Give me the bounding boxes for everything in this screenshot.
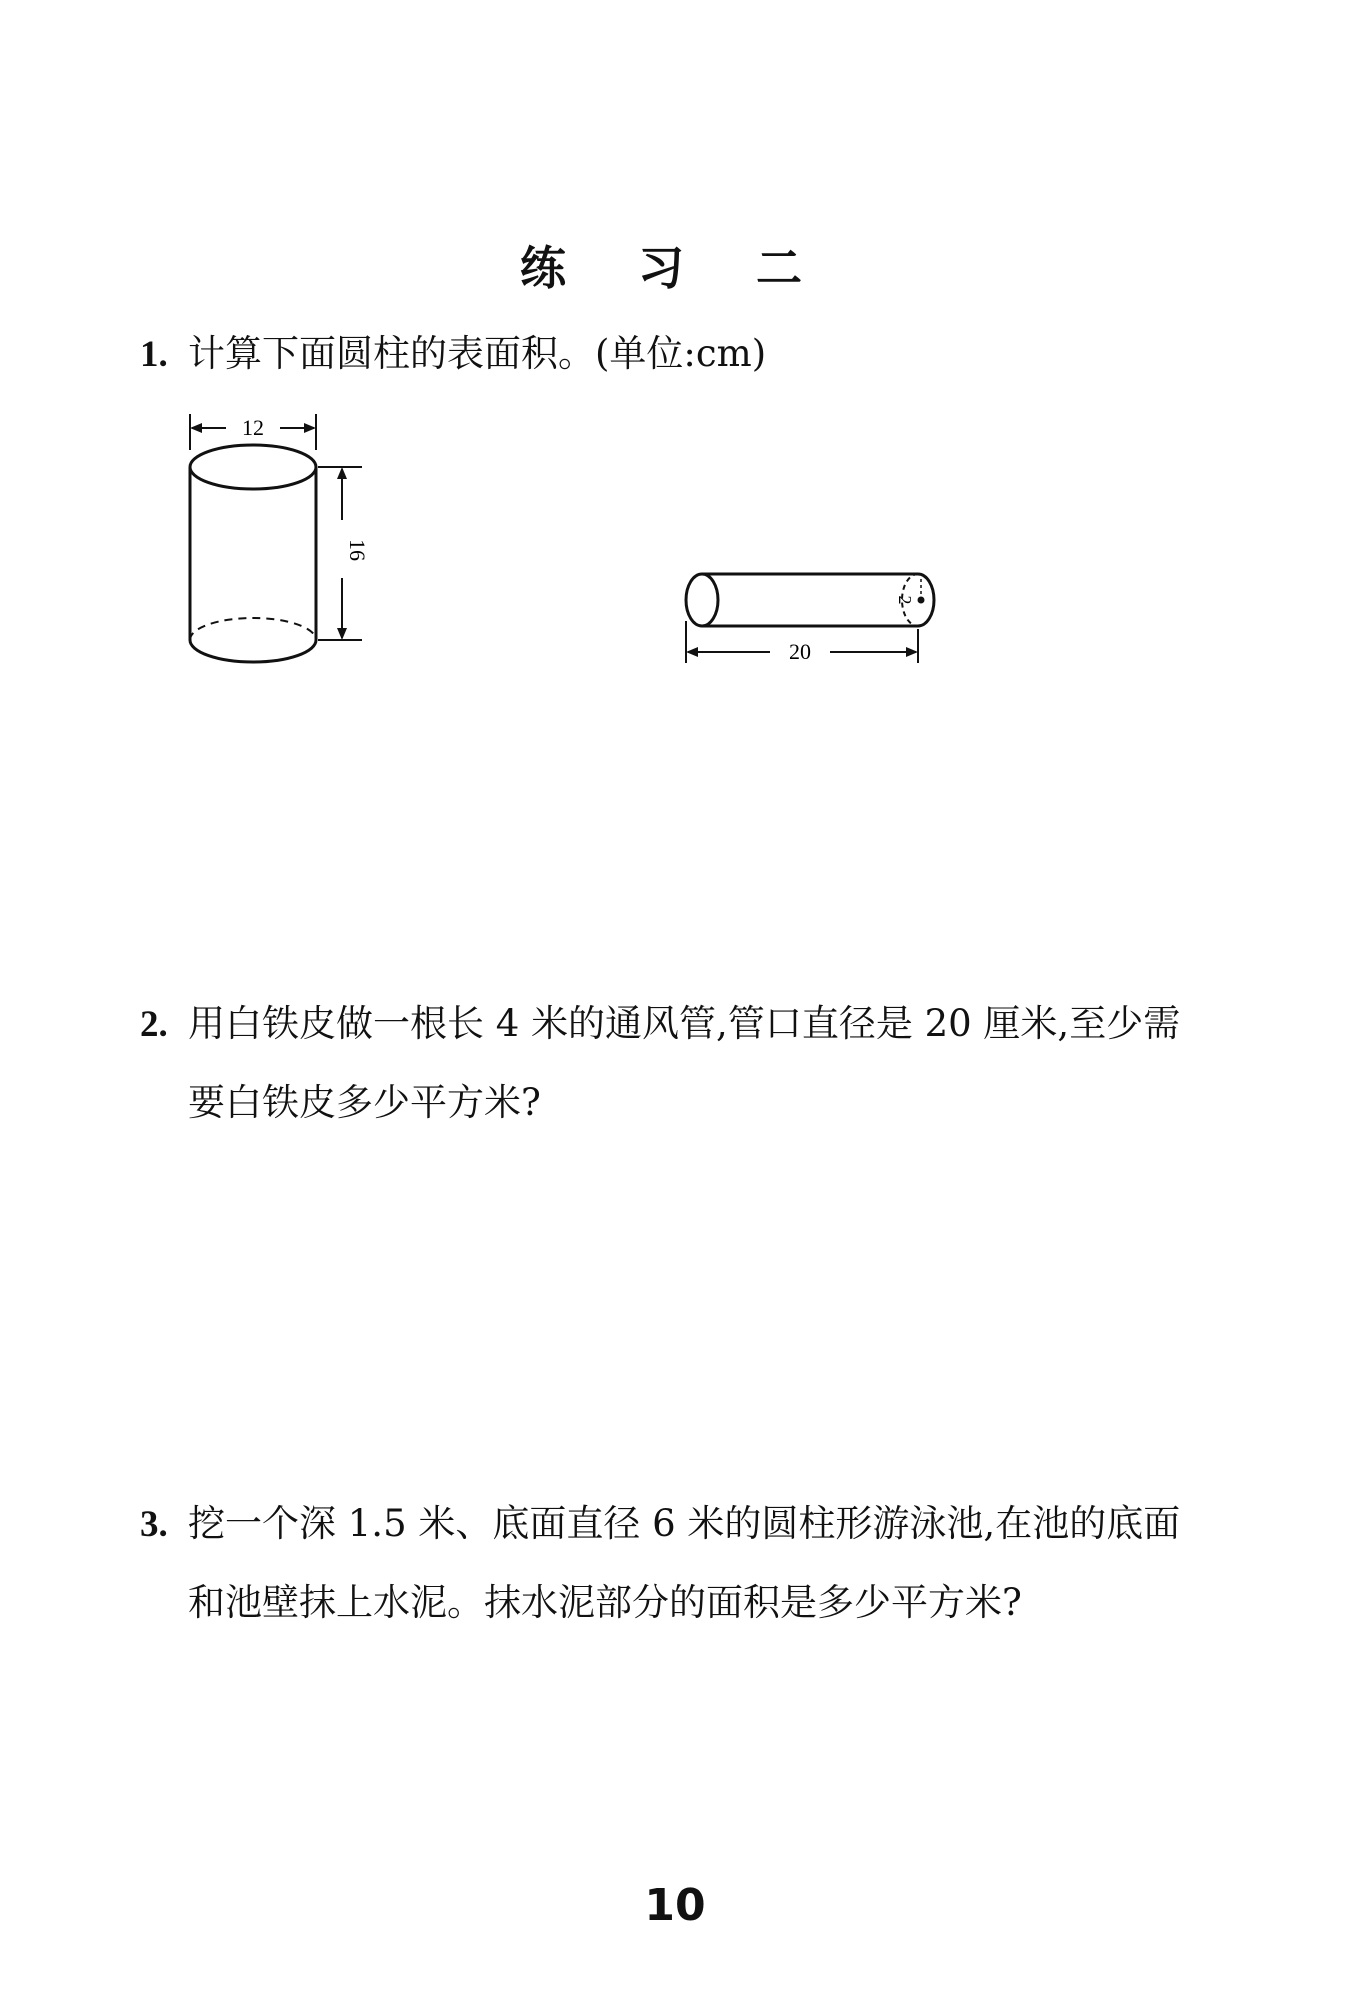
cylinder-bottom-back-dashed [190,618,316,640]
page-number: 10 [644,1880,706,1931]
length-label: 20 [789,639,811,664]
height-label: 16 [345,539,370,561]
question-1-text: 计算下面圆柱的表面积。(单位:cm) [188,332,767,375]
diameter-arrow-left [190,423,202,433]
question-2-line2: 要白铁皮多少平方米? [188,1081,541,1124]
length-arrow-right [906,647,918,657]
radius-label: 2 [895,595,915,605]
cylinder-bottom-front [190,640,316,662]
height-arrow-bottom [337,628,347,640]
lying-cylinder-figure [670,555,970,675]
length-arrow-left [686,647,698,657]
question-3-line1: 挖一个深 1.5 米、底面直径 6 米的圆柱形游泳池,在池的底面 [188,1502,1181,1545]
question-3 [140,1485,1260,1642]
upright-cylinder-svg [170,410,400,680]
height-arrow-top [337,467,347,479]
diameter-label: 12 [242,415,264,440]
question-2-line1: 用白铁皮做一根长 4 米的通风管,管口直径是 20 厘米,至少需 [188,1002,1181,1045]
question-3-line2: 和池壁抹上水泥。抹水泥部分的面积是多少平方米? [188,1581,1022,1624]
cylinder2-left-end [686,574,718,626]
question-2-number: 2. [140,1004,168,1045]
page-title: 练 习 二 [519,241,831,295]
lying-cylinder-svg [670,555,970,675]
question-1-number: 1. [140,334,168,375]
question-2 [140,985,1260,1142]
diameter-arrow-right [304,423,316,433]
cylinder-top-ellipse [190,445,316,489]
question-3-number: 3. [140,1504,168,1545]
upright-cylinder-figure [170,410,400,680]
question-1 [140,315,1260,394]
